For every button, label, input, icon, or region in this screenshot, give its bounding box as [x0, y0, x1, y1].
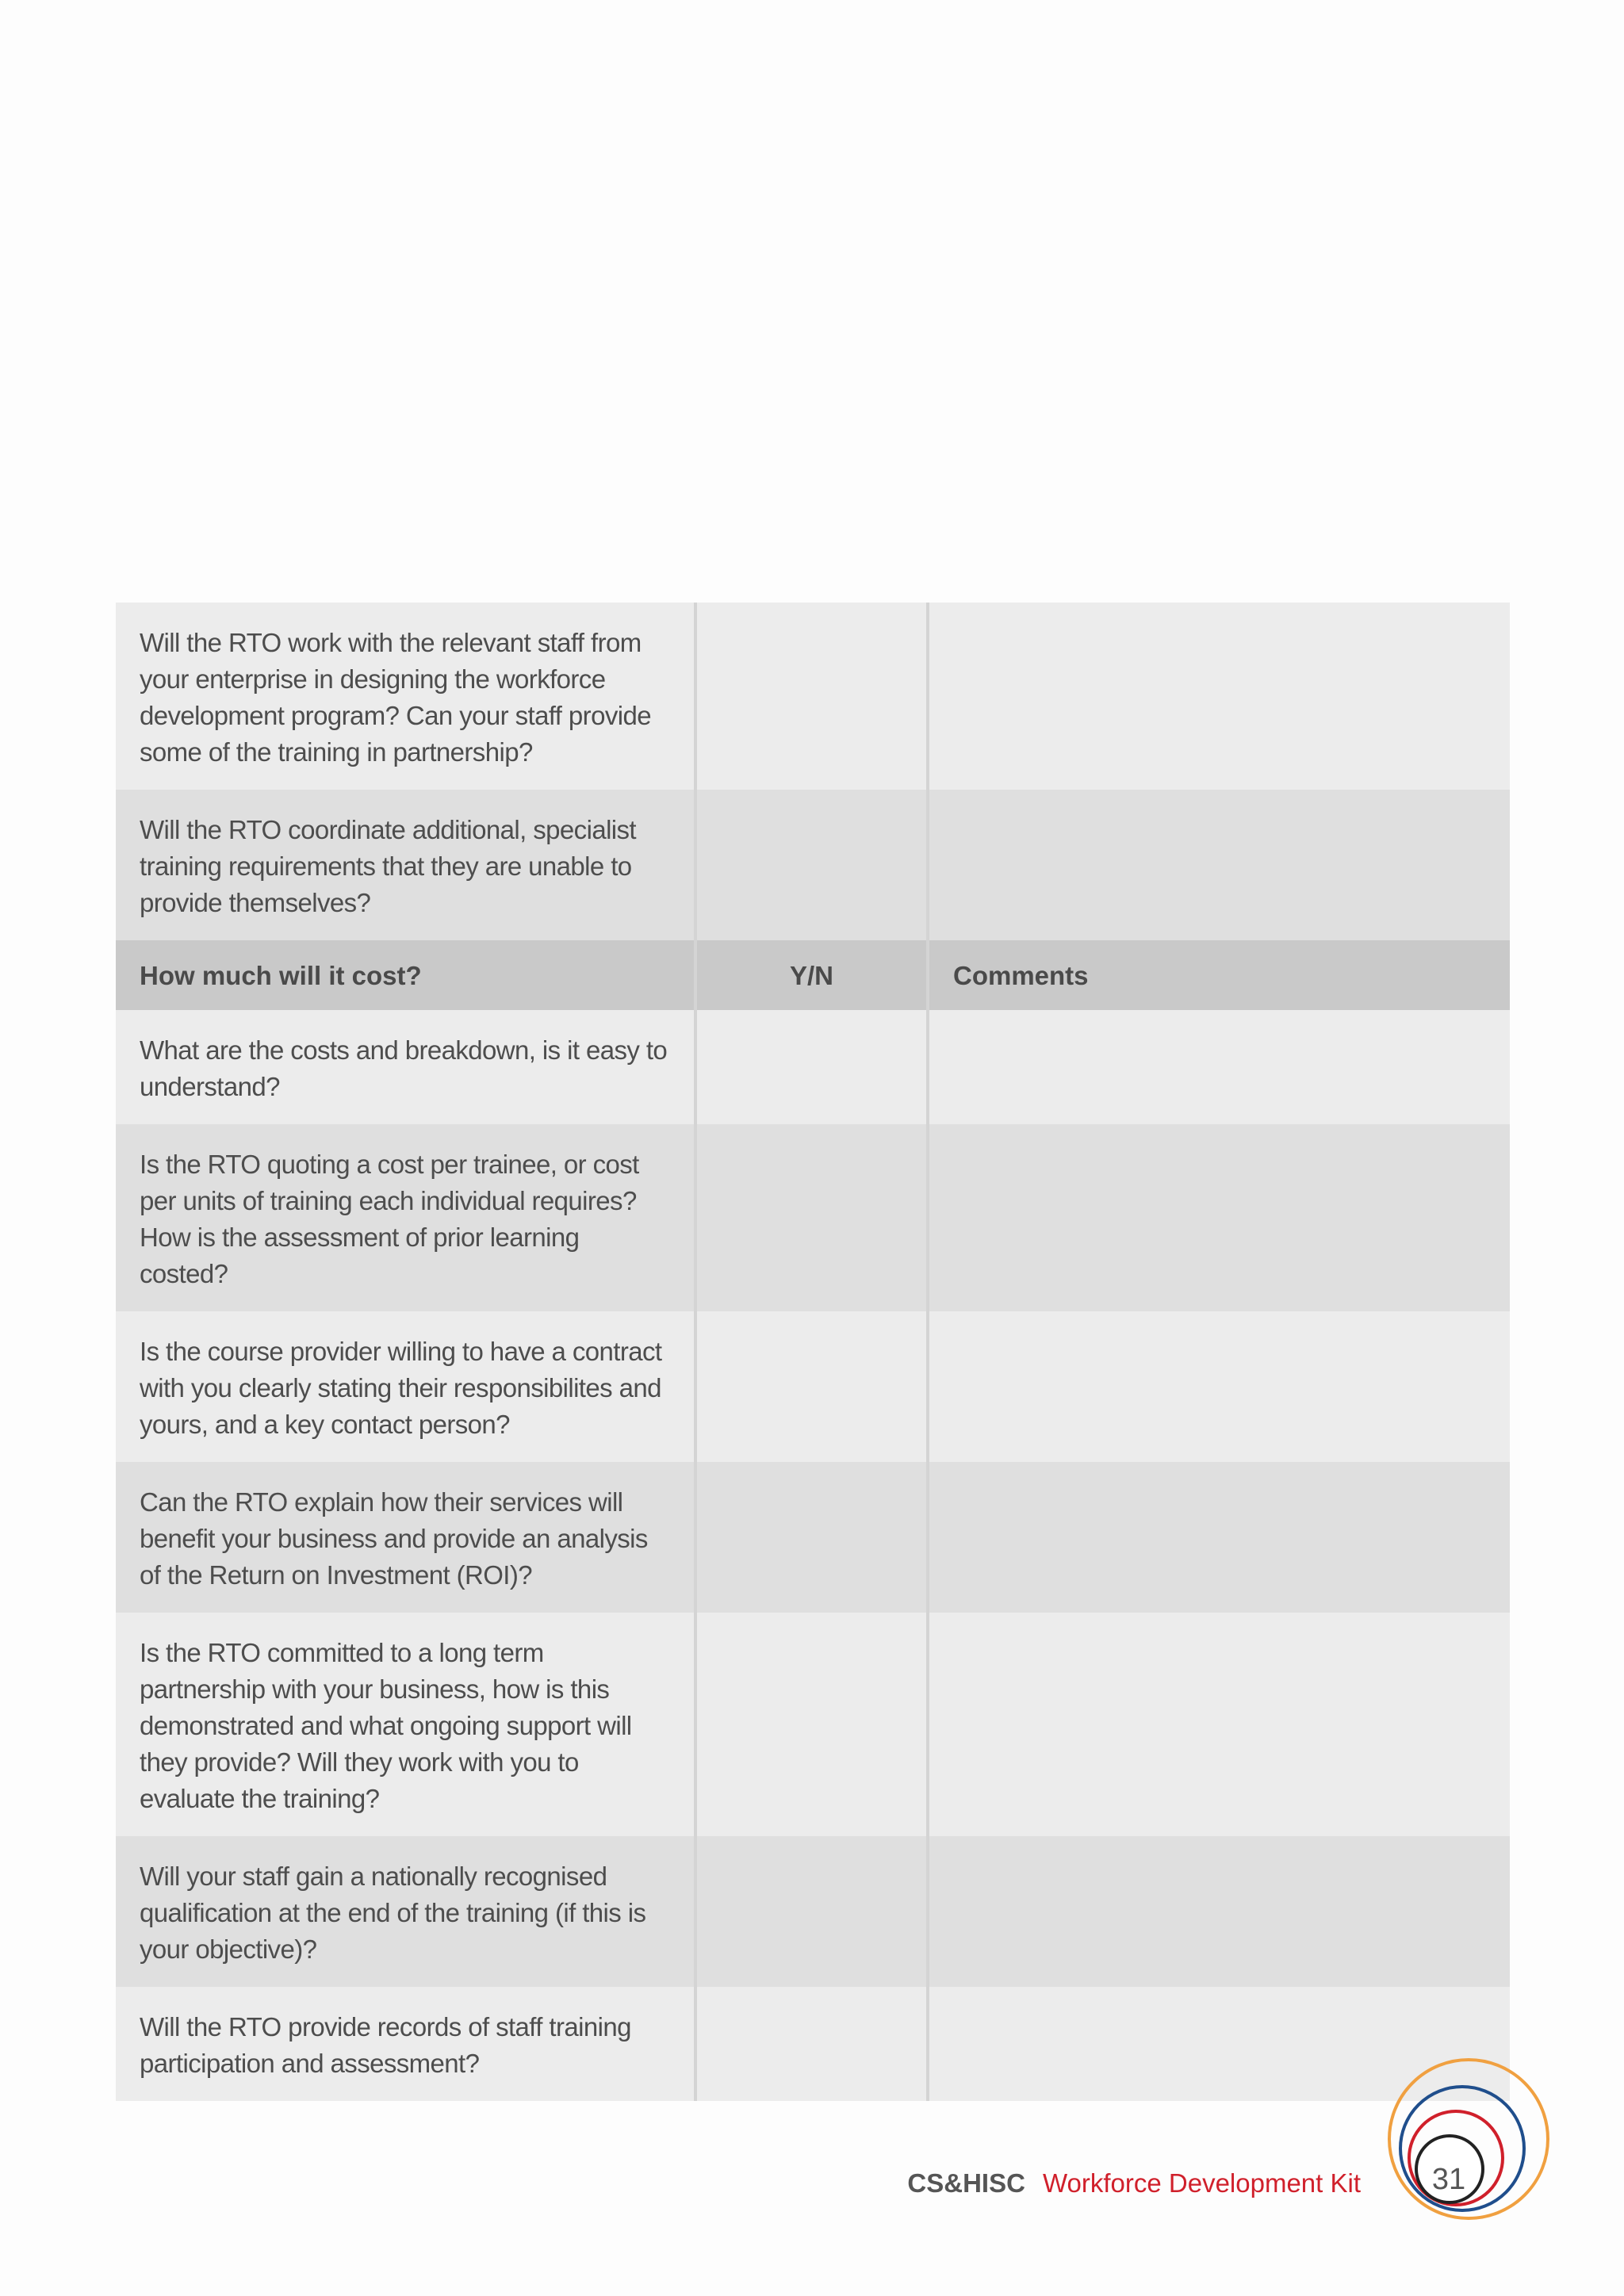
section-title: How much will it cost? [116, 940, 695, 1010]
yn-cell[interactable] [695, 603, 928, 790]
comments-cell[interactable] [928, 1124, 1510, 1311]
publication-title: Workforce Development Kit [1042, 2168, 1361, 2198]
comments-cell[interactable] [928, 1613, 1510, 1836]
comments-cell[interactable] [928, 1311, 1510, 1462]
table-row [116, 790, 1510, 940]
section-header-row [116, 940, 1510, 1010]
question-cell [116, 1311, 695, 1462]
page-footer [907, 2168, 1361, 2198]
question-cell [116, 1613, 695, 1836]
question-text: Can the RTO explain how their services will benefit your business and provide an analysis of the Return on Investment (ROI)? [140, 1487, 648, 1590]
question-text: Will the RTO coordinate additional, specialist training requirements that they are unable to provide themselves? [140, 815, 637, 917]
table-row [116, 1010, 1510, 1124]
comments-cell[interactable] [928, 603, 1510, 790]
question-text: What are the costs and breakdown, is it easy to understand? [140, 1035, 668, 1101]
question-text: Is the RTO quoting a cost per trainee, or cost per units of training each individual requires? How is the assessment of prior learning costed? [140, 1150, 639, 1288]
question-text: Will the RTO work with the relevant staff from your enterprise in designing the workforce development program? Can your staff provide some of the training in partnership? [140, 628, 651, 767]
comments-cell[interactable] [928, 1836, 1510, 1987]
comments-column-header: Comments [928, 940, 1510, 1010]
rto-checklist-table [116, 603, 1510, 2101]
question-text: Will your staff gain a nationally recognised qualification at the end of the training (if this is your objective)? [140, 1862, 646, 1964]
comments-cell[interactable] [928, 1010, 1510, 1124]
yn-cell[interactable] [695, 1613, 928, 1836]
yn-cell[interactable] [695, 1124, 928, 1311]
yn-cell[interactable] [695, 1836, 928, 1987]
table-row [116, 1311, 1510, 1462]
table-row [116, 1462, 1510, 1613]
question-cell [116, 1462, 695, 1613]
table-row [116, 1124, 1510, 1311]
question-cell [116, 1836, 695, 1987]
question-cell [116, 1124, 695, 1311]
question-cell [116, 603, 695, 790]
question-text: Will the RTO provide records of staff training participation and assessment? [140, 2012, 631, 2078]
organisation-name: CS&HISC [907, 2168, 1025, 2198]
question-cell [116, 790, 695, 940]
question-cell [116, 1010, 695, 1124]
yn-column-header: Y/N [695, 940, 928, 1010]
table-row [116, 1987, 1510, 2101]
yn-cell[interactable] [695, 1010, 928, 1124]
question-cell [116, 1987, 695, 2101]
yn-cell[interactable] [695, 1311, 928, 1462]
concentric-circles-logo-icon [1380, 2053, 1554, 2228]
question-text: Is the RTO committed to a long term partnership with your business, how is this demonstrated and what ongoing support will they provide? Will they work with you to evaluate the training? [140, 1638, 632, 1813]
question-text: Is the course provider willing to have a contract with you clearly stating their responsibilites and yours, and a key contact person? [140, 1337, 662, 1439]
table-row [116, 1613, 1510, 1836]
comments-cell[interactable] [928, 1462, 1510, 1613]
page-number: 31 [1431, 2163, 1466, 2196]
yn-cell[interactable] [695, 790, 928, 940]
comments-cell[interactable] [928, 790, 1510, 940]
yn-cell[interactable] [695, 1987, 928, 2101]
table-row [116, 1836, 1510, 1987]
yn-cell[interactable] [695, 1462, 928, 1613]
table-row [116, 603, 1510, 790]
